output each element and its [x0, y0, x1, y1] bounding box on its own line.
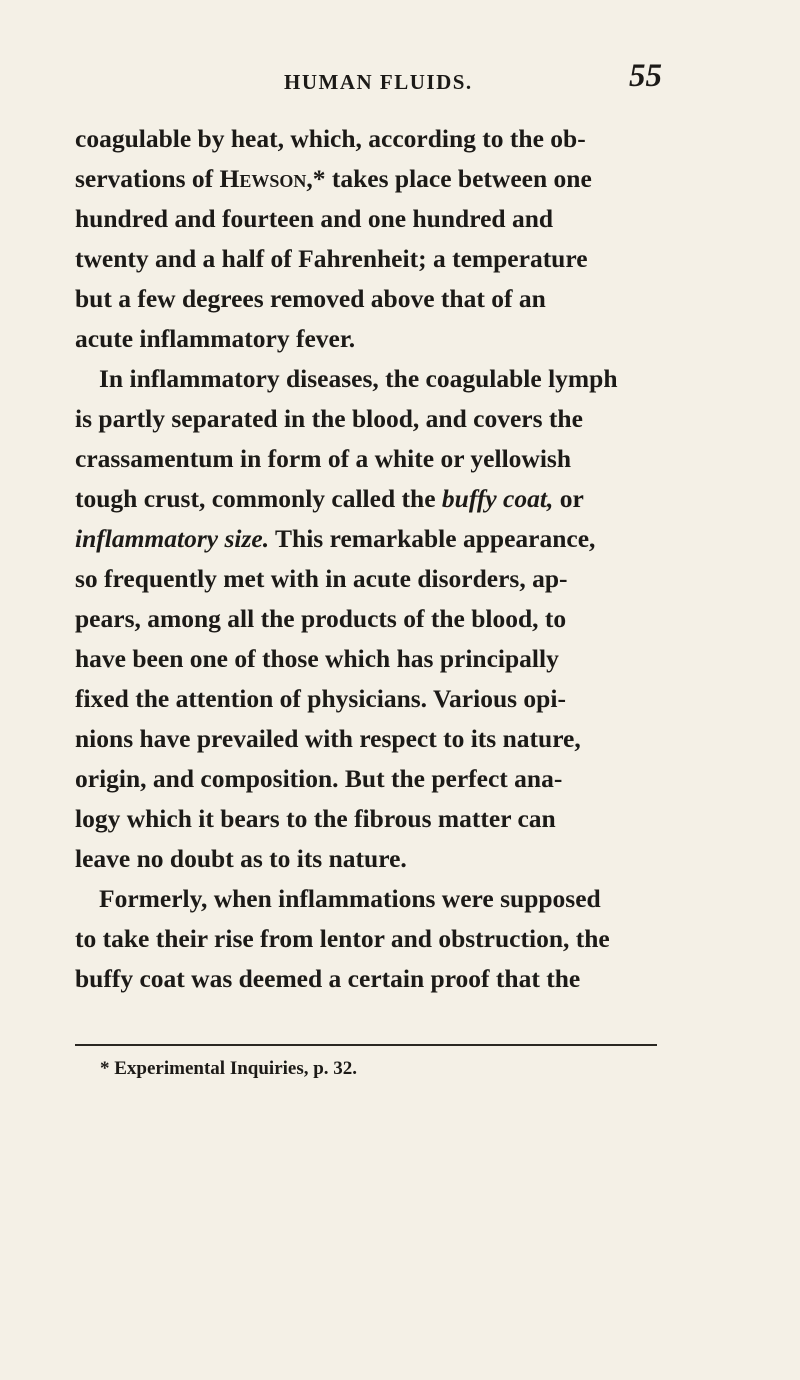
text-line-10: tough crust, commonly called the buffy coat, or: [75, 484, 584, 513]
text-line-6: acute inflammatory fever.: [75, 324, 356, 353]
text-line-15: fixed the attention of physicians. Various opi-: [75, 684, 566, 713]
text-line-7: In inflammatory diseases, the coagulable lymph: [99, 364, 618, 393]
footnote-text: Experimental Inquiries, p. 32.: [114, 1058, 358, 1079]
text-line-14: have been one of those which has principally: [75, 644, 559, 673]
text-line-21: to take their rise from lentor and obstruction, the: [75, 924, 610, 953]
text-line-19: leave no doubt as to its nature.: [75, 844, 407, 873]
running-head: [252, 58, 662, 102]
text-line-3: hundred and fourteen and one hundred and: [75, 204, 554, 233]
text-line-16: nions have prevailed with respect to its nature,: [75, 724, 581, 753]
text-line-22: buffy coat was deemed a certain proof that the: [75, 964, 581, 993]
page-number: 55: [629, 58, 662, 94]
running-title: HUMAN FLUIDS.: [284, 70, 473, 94]
text-line-20: Formerly, when inflammations were supposed: [99, 884, 601, 913]
text-line-18: logy which it bears to the fibrous matter can: [75, 804, 556, 833]
text-line-17: origin, and composition. But the perfect ana-: [75, 764, 563, 793]
author-name-hewson: Hewson: [219, 164, 307, 193]
term-inflammatory-size: inflammatory size.: [75, 524, 270, 553]
footnote-marker: *: [100, 1058, 110, 1079]
text-line-2: servations of Hewson,* takes place between one: [75, 164, 592, 193]
text-line-1: coagulable by heat, which, according to the ob-: [75, 124, 586, 153]
footnote-rule: [75, 1044, 657, 1046]
text-line-4: twenty and a half of Fahrenheit; a temperature: [75, 244, 588, 273]
text-line-9: crassamentum in form of a white or yellowish: [75, 444, 572, 473]
text-line-12: so frequently met with in acute disorders, ap-: [75, 564, 568, 593]
text-line-11: inflammatory size. This remarkable appearance,: [75, 524, 596, 553]
text-line-13: pears, among all the products of the blood, to: [75, 604, 567, 633]
term-buffy-coat: buffy coat,: [441, 484, 554, 513]
text-line-8: is partly separated in the blood, and covers the: [75, 404, 583, 433]
footnote: [100, 1058, 357, 1080]
text-line-5: but a few degrees removed above that of an: [75, 284, 546, 313]
